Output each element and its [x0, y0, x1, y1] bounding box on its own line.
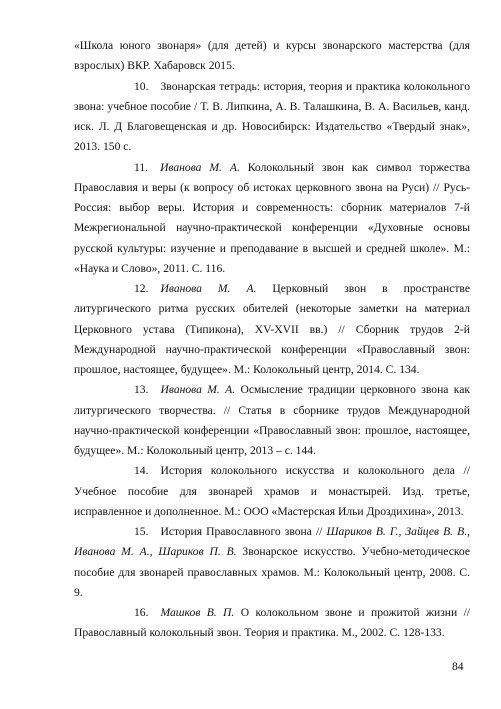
entry-author: Иванова М. А.: [160, 160, 240, 174]
entry-text: История колокольного искусства и колокольного дела // Учебное пособие для звонарей храмов и монастырей. Изд. третье, исправленное и дополненное. М.: ООО «Мастерская Ильи Дроздихина», 2013.: [74, 464, 470, 518]
entry-number: 14.: [134, 464, 149, 478]
page-number: 84: [452, 660, 464, 673]
entry-author: Машков В. П.: [160, 606, 235, 619]
entry-number: 11.: [134, 160, 149, 174]
entry-number: 12.: [134, 282, 149, 295]
entry-text: «Школа юного звонаря» (для детей) и курсы звонарского мастерства (для взрослых) ВКР. Хабаровск 2015.: [74, 39, 470, 73]
entry-author: Иванова М. А.: [160, 282, 257, 295]
entry-number: 13.: [134, 383, 149, 397]
entry-text: Осмысление традиции церковного звона как литургического творчества. // Статья в сборнике трудов Международной научно-практической конференции «Православный звон: прошлое, настоящее, будущее». М.: Колокольный центр, 2013 – с. 144.: [74, 383, 470, 457]
bibliography-entry-14: [74, 461, 470, 522]
entry-text: Звонарская тетрадь: история, теория и практика колокольного звона: учебное пособие / Т. В. Липкина, А. В. Талашкина, В. А. Васильев, канд. иск. Л. Д Благовещенская и др. Новосибирск: Издательство «Твердый знак», 2013. 150 с.: [74, 79, 470, 154]
entry-text: О колокольном звоне и прожитой жизни // Православный колокольный звон. Теория и практика. М., 2002. С. 128-133.: [74, 606, 471, 640]
bibliography-entry-13: [74, 380, 470, 461]
bibliography-list: [74, 36, 470, 644]
bibliography-entry-11: [74, 158, 470, 280]
entry-text: Звонарское искусство. Учебно-методическое пособие для звонарей православных храмов. М.: Колокольный центр, 2008. С. 9.: [74, 545, 470, 599]
entry-number: 16.: [134, 606, 149, 619]
bibliography-entry-12: [74, 279, 470, 380]
bibliography-entry-16: [74, 603, 470, 644]
entry-number: 15.: [134, 525, 149, 538]
bibliography-entry-15: [74, 522, 470, 603]
entry-author: Иванова М. А.: [160, 383, 236, 397]
entry-text-before: История Православного звона //: [160, 525, 327, 538]
bibliography-entry-continuation: [74, 36, 470, 77]
entry-text: Церковный звон в пространстве литургического ритма русских обителей (некоторые заметки на материал Церковного устава (Типикона), XV-XVII вв.) // Сборник трудов 2-й Международной научно-практической конференции «Православный звон: прошлое, настоящее, будущее». М.: Колокольный центр, 2014. С. 134.: [74, 282, 470, 376]
entry-authors: Шариков В. Г., Зайцев В. В., Иванова М. А., Шариков П. В.: [74, 525, 470, 559]
entry-text: Колокольный звон как символ торжества Православия и веры (к вопросу об истоках церковного звона на Руси) // Русь-Россия: выбор веры. История и современность: сборник материалов 7-й Межрегиональной научно-практической конференции «Духовные основы русской культуры: изучение и преподавание в высшей и средней школе». М.: «Наука и Слово», 2011. С. 116.: [74, 160, 470, 275]
bibliography-entry-10: [74, 77, 470, 158]
entry-number: 10.: [134, 79, 149, 93]
